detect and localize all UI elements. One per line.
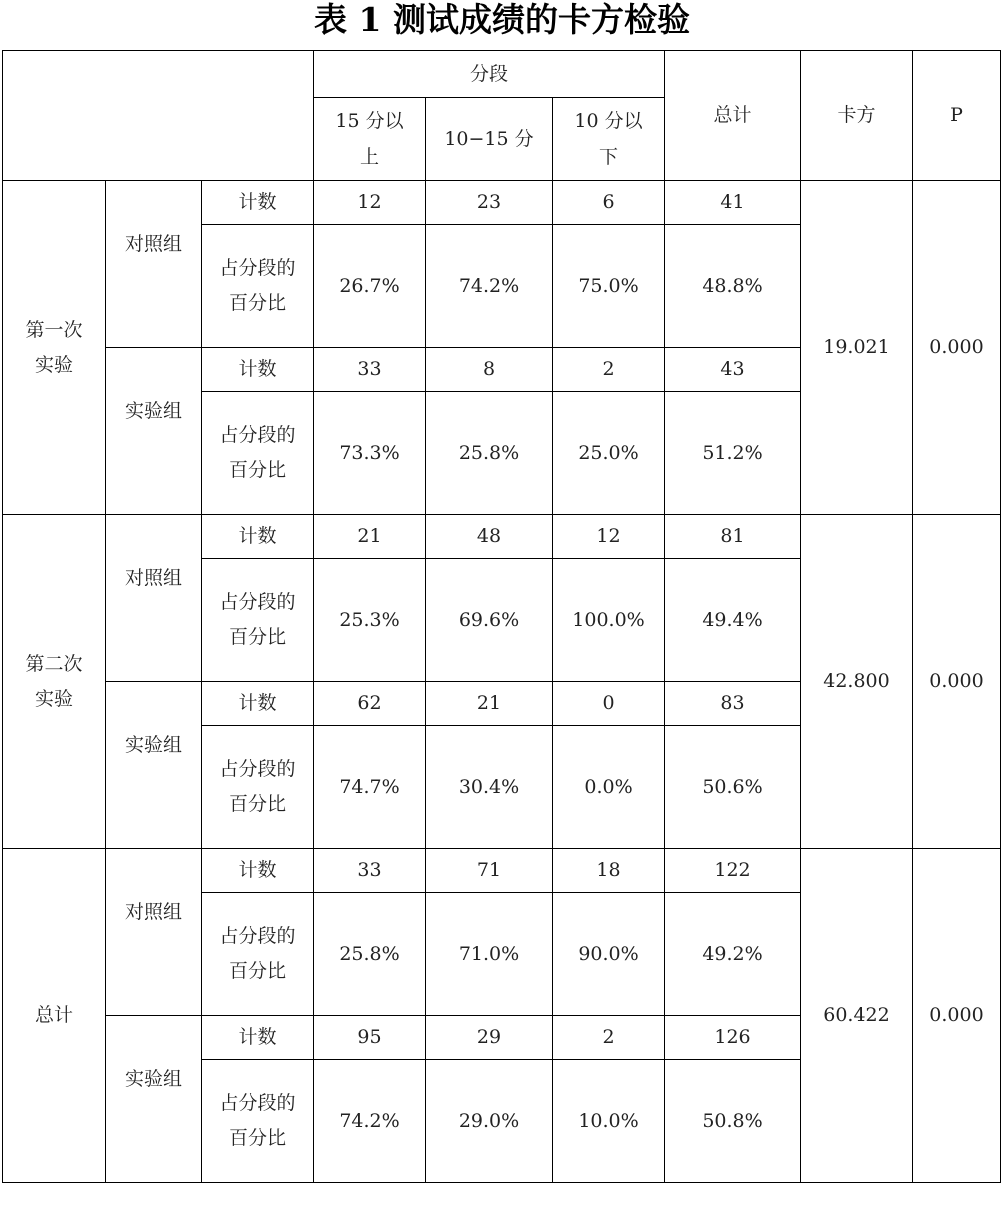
count-cell: 33: [314, 348, 426, 392]
control-group-label: 对照组: [106, 515, 202, 682]
table-title: 表 1 测试成绩的卡方检验: [314, 0, 690, 39]
percent-cell: 25.0%: [553, 392, 665, 515]
percent-label: 占分段的百分比: [202, 1060, 314, 1183]
table-row: [3, 515, 1001, 559]
percent-cell: 10.0%: [553, 1060, 665, 1183]
count-cell: 2: [553, 1016, 665, 1060]
count-cell: 12: [553, 515, 665, 559]
count-label: 计数: [202, 849, 314, 893]
header-total: 总计: [665, 51, 801, 181]
count-cell: 6: [553, 181, 665, 225]
percent-cell: 26.7%: [314, 225, 426, 348]
count-cell: 43: [665, 348, 801, 392]
count-cell: 41: [665, 181, 801, 225]
percent-cell: 90.0%: [553, 893, 665, 1016]
percent-cell: 71.0%: [426, 893, 553, 1016]
percent-label: 占分段的百分比: [202, 893, 314, 1016]
percent-cell: 50.6%: [665, 726, 801, 849]
count-cell: 122: [665, 849, 801, 893]
experimental-group-label: 实验组: [106, 1016, 202, 1183]
control-group-label: 对照组: [106, 181, 202, 348]
experiment-label: 第二次实验: [3, 515, 106, 849]
count-cell: 21: [314, 515, 426, 559]
percent-cell: 74.2%: [426, 225, 553, 348]
header-seg-10-down: 10 分以下: [553, 98, 665, 181]
p-value: 0.000: [913, 849, 1001, 1183]
percent-cell: 73.3%: [314, 392, 426, 515]
count-cell: 81: [665, 515, 801, 559]
header-segment: 分段: [314, 51, 665, 98]
count-label: 计数: [202, 682, 314, 726]
percent-label: 占分段的百分比: [202, 392, 314, 515]
chi-square-value: 60.422: [801, 849, 913, 1183]
percent-cell: 25.8%: [426, 392, 553, 515]
percent-cell: 69.6%: [426, 559, 553, 682]
percent-label: 占分段的百分比: [202, 726, 314, 849]
experimental-group-label: 实验组: [106, 348, 202, 515]
percent-cell: 100.0%: [553, 559, 665, 682]
percent-cell: 0.0%: [553, 726, 665, 849]
percent-cell: 74.7%: [314, 726, 426, 849]
percent-cell: 50.8%: [665, 1060, 801, 1183]
count-label: 计数: [202, 515, 314, 559]
percent-cell: 29.0%: [426, 1060, 553, 1183]
count-cell: 48: [426, 515, 553, 559]
control-group-label: 对照组: [106, 849, 202, 1016]
percent-cell: 74.2%: [314, 1060, 426, 1183]
percent-cell: 25.8%: [314, 893, 426, 1016]
count-cell: 83: [665, 682, 801, 726]
percent-cell: 75.0%: [553, 225, 665, 348]
percent-label: 占分段的百分比: [202, 225, 314, 348]
percent-cell: 51.2%: [665, 392, 801, 515]
table-row: [3, 181, 1001, 225]
count-label: 计数: [202, 181, 314, 225]
header-empty-cell: [3, 51, 314, 181]
p-value: 0.000: [913, 181, 1001, 515]
p-value: 0.000: [913, 515, 1001, 849]
header-seg-15-up: 15 分以上: [314, 98, 426, 181]
percent-cell: 30.4%: [426, 726, 553, 849]
percent-label: 占分段的百分比: [202, 559, 314, 682]
percent-cell: 49.4%: [665, 559, 801, 682]
chi-square-value: 42.800: [801, 515, 913, 849]
chi-square-value: 19.021: [801, 181, 913, 515]
table-row: [3, 849, 1001, 893]
count-cell: 62: [314, 682, 426, 726]
count-label: 计数: [202, 348, 314, 392]
percent-cell: 48.8%: [665, 225, 801, 348]
experiment-label: 第一次实验: [3, 181, 106, 515]
count-cell: 21: [426, 682, 553, 726]
experiment-label: 总计: [3, 849, 106, 1183]
chi-square-table: [2, 50, 1001, 1183]
count-cell: 2: [553, 348, 665, 392]
count-cell: 71: [426, 849, 553, 893]
experimental-group-label: 实验组: [106, 682, 202, 849]
percent-cell: 49.2%: [665, 893, 801, 1016]
count-label: 计数: [202, 1016, 314, 1060]
count-cell: 95: [314, 1016, 426, 1060]
header-chi-square: 卡方: [801, 51, 913, 181]
count-cell: 126: [665, 1016, 801, 1060]
count-cell: 12: [314, 181, 426, 225]
header-seg-10-15: 10−15 分: [426, 98, 553, 181]
count-cell: 33: [314, 849, 426, 893]
count-cell: 23: [426, 181, 553, 225]
header-p: P: [913, 51, 1001, 181]
count-cell: 29: [426, 1016, 553, 1060]
count-cell: 0: [553, 682, 665, 726]
percent-cell: 25.3%: [314, 559, 426, 682]
count-cell: 18: [553, 849, 665, 893]
count-cell: 8: [426, 348, 553, 392]
